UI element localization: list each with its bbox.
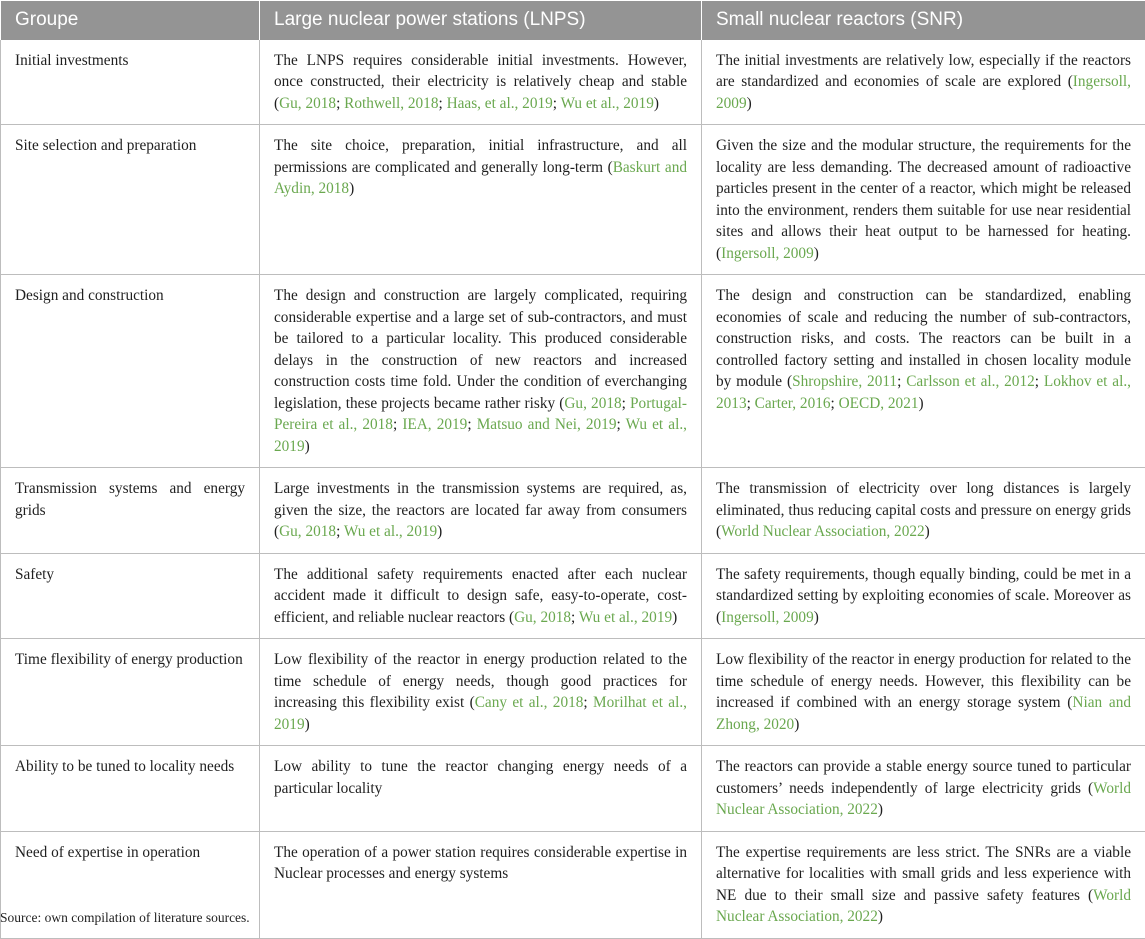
citation-link[interactable]: Wu et al., 2019: [274, 416, 687, 455]
citation-link[interactable]: World Nuclear Association, 2022: [716, 780, 1131, 819]
header-snr: Small nuclear reactors (SNR): [702, 1, 1145, 40]
cell-text: ): [919, 395, 924, 412]
lnps-cell: [260, 831, 702, 938]
cell-text: ): [747, 95, 752, 112]
citation-link[interactable]: Haas, et al., 2019: [447, 95, 553, 112]
group-cell: Design and construction: [1, 275, 260, 468]
cell-text: ): [672, 609, 677, 626]
citation-link[interactable]: Carter, 2016: [755, 395, 831, 412]
cell-text: ): [925, 523, 930, 540]
cell-text: ): [878, 908, 883, 925]
citation-link[interactable]: Ingersoll, 2009: [716, 73, 1131, 112]
citation-link[interactable]: Ingersoll, 2009: [721, 609, 814, 626]
group-cell: Transmission systems and energy grids: [1, 468, 260, 554]
cell-text: The site choice, preparation, initial infrastructure, and all permissions are complicated and generally long-term (: [274, 137, 687, 176]
citation-link[interactable]: Ingersoll, 2009: [721, 245, 814, 262]
snr-cell: [702, 831, 1145, 938]
lnps-cell: [260, 468, 702, 554]
cell-text: The LNPS requires considerable initial investments. However, once constructed, their electricity is relatively cheap and stable (: [274, 52, 687, 112]
group-cell: Site selection and preparation: [1, 125, 260, 275]
cell-text: ): [305, 438, 310, 455]
cell-text: ;: [553, 95, 561, 112]
citation-link[interactable]: World Nuclear Association, 2022: [716, 887, 1131, 926]
lnps-cell: [260, 746, 702, 832]
citation-link[interactable]: Matsuo and Nei, 2019: [477, 416, 617, 433]
citation-link[interactable]: Wu et al., 2019: [579, 609, 672, 626]
cell-text: ): [349, 180, 354, 197]
cell-text: ;: [438, 95, 446, 112]
citation-link[interactable]: Carlsson et al., 2012: [906, 373, 1035, 390]
snr-cell: [702, 553, 1145, 639]
cell-text: The expertise requirements are less strict. The SNRs are a viable alternative for localities with small grids and less experience with NE due to their small size and passive safety features (: [716, 844, 1131, 904]
snr-cell: [702, 125, 1145, 275]
cell-text: The operation of a power station requires considerable expertise in Nuclear processes and energy systems: [274, 844, 687, 883]
citation-link[interactable]: World Nuclear Association, 2022: [721, 523, 925, 540]
snr-cell: [702, 40, 1145, 125]
cell-text: The transmission of electricity over long distances is largely eliminated, thus reducing capital costs and pressure on energy grids (: [716, 480, 1131, 540]
cell-text: ;: [583, 694, 593, 711]
citation-link[interactable]: Gu, 2018: [514, 609, 571, 626]
header-row: [1, 1, 1145, 40]
table-body: [1, 40, 1145, 939]
snr-cell: [702, 746, 1145, 832]
citation-link[interactable]: Portugal-Pereira et al., 2018: [274, 395, 687, 434]
cell-text: ): [305, 716, 310, 733]
header-group: Groupe: [1, 1, 260, 40]
cell-text: ;: [336, 523, 344, 540]
citation-link[interactable]: IEA, 2019: [402, 416, 467, 433]
citation-link[interactable]: Morilhat et al., 2019: [274, 694, 687, 733]
table-row: [1, 746, 1145, 832]
cell-text: Given the size and the modular structure, the requirements for the locality are less demanding. The decreased amount of radioactive particles present in the center of a reactor, which might be released into the environment, renders them suitable for use near residential sites and allows their heat output to be harnessed for heating. (: [716, 137, 1131, 262]
cell-text: ;: [616, 416, 625, 433]
table-row: [1, 125, 1145, 275]
cell-text: ;: [467, 416, 476, 433]
header-lnps: Large nuclear power stations (LNPS): [260, 1, 702, 40]
citation-link[interactable]: Baskurt and Aydin, 2018: [274, 159, 687, 198]
cell-text: ): [794, 716, 799, 733]
citation-link[interactable]: Rothwell, 2018: [344, 95, 438, 112]
table-header: [1, 1, 1145, 40]
table-row: [1, 553, 1145, 639]
group-cell: Need of expertise in operation: [1, 831, 260, 938]
cell-text: The additional safety requirements enacted after each nuclear accident made it difficult to design safe, easy-to-operate, cost-efficient, and reliable nuclear reactors (: [274, 566, 687, 626]
cell-text: ;: [897, 373, 906, 390]
citation-link[interactable]: Gu, 2018: [279, 523, 336, 540]
lnps-cell: [260, 125, 702, 275]
table-row: [1, 639, 1145, 746]
cell-text: ): [878, 801, 883, 818]
group-cell: Ability to be tuned to locality needs: [1, 746, 260, 832]
cell-text: ): [814, 609, 819, 626]
cell-text: Low ability to tune the reactor changing energy needs of a particular locality: [274, 758, 687, 797]
cell-text: The safety requirements, though equally binding, could be met in a standardized setting by exploiting economies of scale. Moreover as (: [716, 566, 1131, 626]
cell-text: ;: [622, 395, 630, 412]
snr-cell: [702, 468, 1145, 554]
cell-text: The reactors can provide a stable energy source tuned to particular customers’ needs independently of large electricity grids (: [716, 758, 1131, 797]
cell-text: Large investments in the transmission systems are required, as, given the size, the reactors are located far away from consumers (: [274, 480, 687, 540]
cell-text: The initial investments are relatively low, especially if the reactors are standardized and economies of scale are explored (: [716, 52, 1131, 91]
lnps-cell: [260, 275, 702, 468]
cell-text: ): [814, 245, 819, 262]
citation-link[interactable]: Wu et al., 2019: [344, 523, 437, 540]
citation-link[interactable]: OECD, 2021: [839, 395, 919, 412]
citation-link[interactable]: Nian and Zhong, 2020: [716, 694, 1131, 733]
citation-link[interactable]: Wu et al., 2019: [561, 95, 654, 112]
cell-text: ;: [1035, 373, 1044, 390]
lnps-cell: [260, 553, 702, 639]
table-row: [1, 275, 1145, 468]
cell-text: ;: [393, 416, 402, 433]
cell-text: ): [654, 95, 659, 112]
cell-text: ;: [747, 395, 755, 412]
snr-cell: [702, 275, 1145, 468]
cell-text: The design and construction are largely complicated, requiring considerable expertise and a large set of sub-contractors, and must be tailored to a particular locality. This produced considerable delays in the construction of new reactors and increased construction costs time fold. Under the condition of everchanging legislation, these projects became rather risky (: [274, 287, 687, 412]
lnps-cell: [260, 40, 702, 125]
group-cell: Time flexibility of energy production: [1, 639, 260, 746]
citation-link[interactable]: Gu, 2018: [279, 95, 336, 112]
cell-text: Low flexibility of the reactor in energy production related to the time schedule of energy needs, though good practices for increasing this flexibility exist (: [274, 651, 687, 711]
cell-text: ;: [571, 609, 579, 626]
citation-link[interactable]: Cany et al., 2018: [475, 694, 584, 711]
table-row: [1, 40, 1145, 125]
cell-text: ;: [831, 395, 839, 412]
table-row: [1, 468, 1145, 554]
group-cell: Initial investments: [1, 40, 260, 125]
lnps-cell: [260, 639, 702, 746]
citation-link[interactable]: Lokhov et al., 2013: [716, 373, 1131, 412]
cell-text: Low flexibility of the reactor in energy production for related to the time schedule of energy needs. However, this flexibility can be increased if combined with an energy storage system (: [716, 651, 1131, 711]
cell-text: The design and construction can be standardized, enabling economies of scale and reducing the number of sub-contractors, construction risks, and costs. The reactors can be built in a controlled factory setting and installed in chosen locality module by module (: [716, 287, 1131, 390]
cell-text: ;: [336, 95, 344, 112]
source-footnote: Source: own compilation of literature sources.: [0, 910, 250, 926]
snr-cell: [702, 639, 1145, 746]
cell-text: ): [437, 523, 442, 540]
citation-link[interactable]: Shropshire, 2011: [792, 373, 897, 390]
group-cell: Safety: [1, 553, 260, 639]
citation-link[interactable]: Gu, 2018: [564, 395, 621, 412]
